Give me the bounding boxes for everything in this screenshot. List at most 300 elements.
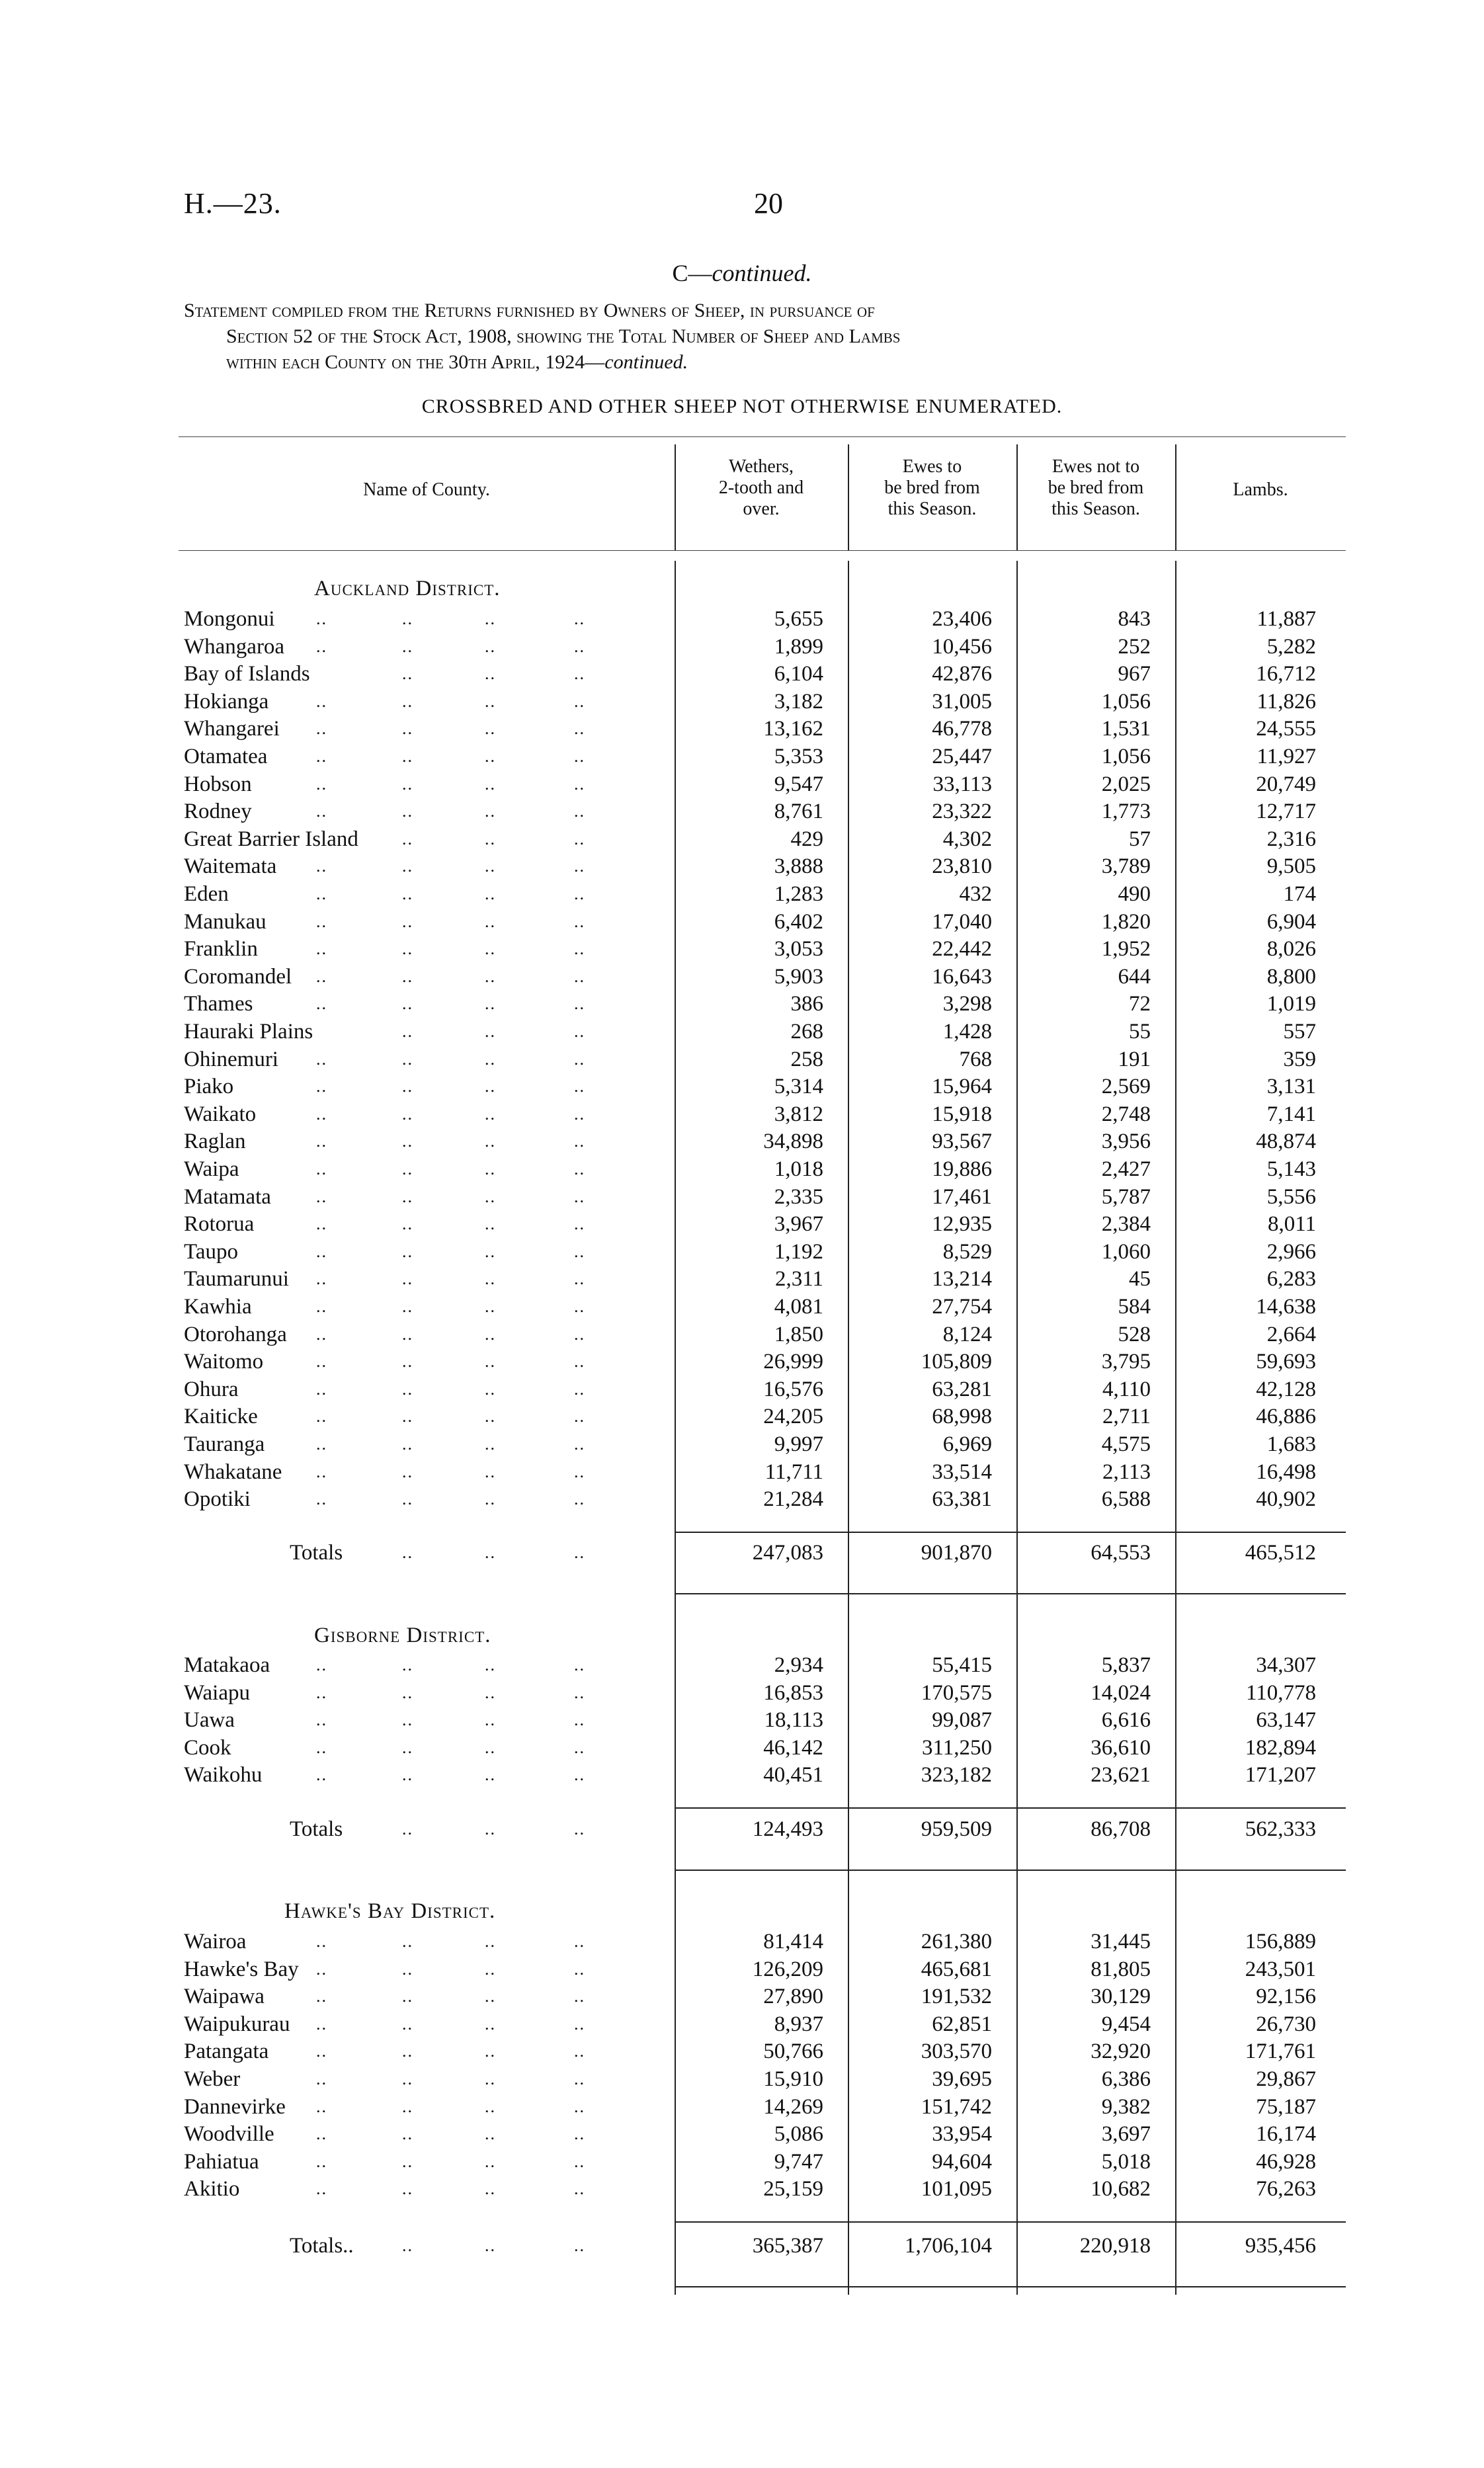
- column-header-line: this Season.: [1051, 499, 1140, 519]
- leader-dots: ..: [574, 1379, 585, 1399]
- leader-dots: ..: [316, 1049, 327, 1069]
- leader-dots: ..: [574, 829, 585, 848]
- leader-dots: ..: [485, 1932, 496, 1951]
- county-name: Coromandel: [184, 964, 292, 989]
- cell-ewes_bred: 39,695: [932, 2067, 992, 2091]
- cell-lambs: 1,683: [1266, 1432, 1316, 1456]
- cell-ewes_bred: 4,302: [942, 827, 992, 851]
- header-bottom-rule: [179, 550, 1346, 551]
- table-row: [184, 1983, 1348, 2010]
- cell-ewes_bred: 62,851: [932, 2012, 992, 2036]
- cell-wethers: 6,104: [774, 662, 823, 686]
- cell-ewes_not_bred: 967: [1118, 662, 1151, 686]
- cell-wethers: 1,899: [774, 634, 823, 659]
- county-name: Wairoa: [184, 1930, 247, 1954]
- county-name: Otamatea: [184, 745, 268, 768]
- cell-lambs: 3,131: [1266, 1075, 1316, 1099]
- table-row: [184, 2093, 1348, 2121]
- cell-wethers: 9,747: [774, 2149, 823, 2174]
- leader-dots: ..: [485, 2041, 496, 2061]
- county-name: Mongonui: [184, 607, 275, 631]
- district-heading: Auckland District.: [314, 577, 501, 600]
- leader-dots: ..: [316, 1655, 327, 1674]
- leader-dots: ..: [402, 2041, 413, 2061]
- cell-ewes_bred: 25,447: [932, 745, 992, 768]
- cell-wethers: 365,387: [752, 2234, 823, 2258]
- leader-dots: ..: [402, 1077, 413, 1096]
- cell-ewes_bred: 17,040: [932, 909, 992, 934]
- leader-dots: ..: [485, 1543, 496, 1562]
- cell-wethers: 5,314: [774, 1075, 823, 1099]
- cell-wethers: 26,999: [763, 1350, 823, 1374]
- table-row: [184, 1210, 1348, 1238]
- leader-dots: ..: [316, 1434, 327, 1454]
- table-row: [184, 1679, 1348, 1707]
- cell-wethers: 1,192: [774, 1239, 823, 1264]
- cell-ewes_bred: 93,567: [932, 1130, 992, 1154]
- cell-lambs: 59,693: [1256, 1350, 1316, 1374]
- cell-ewes_not_bred: 86,708: [1091, 1817, 1151, 1841]
- leader-dots: ..: [402, 1434, 413, 1454]
- cell-lambs: 7,141: [1266, 1102, 1316, 1126]
- county-name: Patangata: [184, 2039, 269, 2064]
- cell-ewes_bred: 12,935: [932, 1212, 992, 1237]
- cell-lambs: 42,128: [1256, 1377, 1316, 1401]
- leader-dots: ..: [574, 1297, 585, 1316]
- leader-dots: ..: [485, 1352, 496, 1372]
- leader-dots: ..: [402, 1655, 413, 1674]
- cell-lambs: 63,147: [1256, 1708, 1316, 1733]
- leader-dots: ..: [402, 1959, 413, 1979]
- leader-dots: ..: [316, 2041, 327, 2061]
- leader-dots: ..: [402, 2096, 413, 2116]
- leader-dots: ..: [485, 1131, 496, 1151]
- section-letter: C—: [672, 260, 712, 286]
- cell-lambs: 9,505: [1266, 854, 1316, 879]
- leader-dots: ..: [402, 994, 413, 1014]
- leader-dots: ..: [574, 1434, 585, 1454]
- county-name: Tauranga: [184, 1432, 265, 1456]
- cell-ewes_bred: 63,281: [932, 1377, 992, 1401]
- cell-ewes_not_bred: 2,569: [1101, 1075, 1151, 1099]
- leader-dots: ..: [402, 719, 413, 739]
- column-header-line: be bred from: [884, 477, 980, 498]
- county-name: Cook: [184, 1735, 231, 1760]
- cell-ewes_not_bred: 2,113: [1102, 1460, 1151, 1484]
- leader-dots: ..: [316, 994, 327, 1014]
- table-row: [184, 935, 1348, 963]
- cell-lambs: 935,456: [1245, 2234, 1316, 2258]
- district-heading: Gisborne District.: [314, 1624, 491, 1647]
- leader-dots: ..: [485, 1159, 496, 1178]
- column-header-wethers: [675, 456, 848, 520]
- table-row: [184, 1238, 1348, 1266]
- leader-dots: ..: [316, 1214, 327, 1234]
- cell-lambs: 11,826: [1257, 689, 1316, 714]
- table-row: [184, 1155, 1348, 1183]
- cell-wethers: 18,113: [764, 1708, 823, 1733]
- cell-ewes_not_bred: 1,056: [1101, 745, 1151, 768]
- cell-wethers: 3,182: [774, 689, 823, 714]
- leader-dots: ..: [574, 1682, 585, 1702]
- leader-dots: ..: [402, 1241, 413, 1261]
- leader-dots: ..: [485, 2236, 496, 2255]
- leader-dots: ..: [402, 1297, 413, 1316]
- page-number: 20: [754, 187, 783, 220]
- leader-dots: ..: [402, 1710, 413, 1730]
- leader-dots: ..: [485, 2179, 496, 2199]
- county-name: Taumarunui: [184, 1267, 289, 1292]
- table-row: [184, 1100, 1348, 1128]
- cell-lambs: 156,889: [1245, 1930, 1316, 1954]
- table-row: [184, 1485, 1348, 1513]
- leader-dots: ..: [316, 1489, 327, 1509]
- cell-ewes_not_bred: 191: [1118, 1047, 1151, 1071]
- district-heading: Hawke's Bay District.: [284, 1899, 496, 1923]
- county-name: Akitio: [184, 2177, 240, 2201]
- leader-dots: ..: [402, 1159, 413, 1178]
- cell-lambs: 92,156: [1256, 1985, 1316, 2009]
- leader-dots: ..: [316, 1710, 327, 1730]
- leader-dots: ..: [485, 1737, 496, 1757]
- column-header-ewes_bred: [848, 456, 1016, 520]
- cell-ewes_bred: 8,529: [942, 1239, 992, 1264]
- cell-ewes_bred: 23,810: [932, 854, 992, 879]
- cell-ewes_bred: 303,570: [921, 2039, 992, 2064]
- cell-ewes_bred: 323,182: [921, 1763, 992, 1788]
- leader-dots: ..: [485, 2124, 496, 2144]
- table-row: [184, 1046, 1348, 1073]
- cell-ewes_bred: 31,005: [932, 689, 992, 714]
- leader-dots: ..: [402, 1022, 413, 1041]
- leader-dots: ..: [316, 1682, 327, 1702]
- leader-dots: ..: [574, 856, 585, 876]
- cell-lambs: 14,638: [1256, 1295, 1316, 1319]
- table-row: [184, 1183, 1348, 1211]
- leader-dots: ..: [574, 1214, 585, 1234]
- leader-dots: ..: [485, 774, 496, 794]
- cell-ewes_not_bred: 2,427: [1101, 1157, 1151, 1181]
- cell-wethers: 5,655: [774, 607, 823, 631]
- leader-dots: ..: [402, 884, 413, 903]
- cell-ewes_bred: 1,428: [942, 1020, 992, 1044]
- cell-ewes_bred: 10,456: [932, 634, 992, 659]
- cell-wethers: 34,898: [763, 1130, 823, 1154]
- cell-wethers: 2,934: [774, 1653, 823, 1677]
- totals-top-rule: [675, 1807, 1346, 1809]
- county-name: Eden: [184, 882, 229, 906]
- cell-ewes_bred: 63,381: [932, 1487, 992, 1512]
- cell-ewes_bred: 33,954: [932, 2122, 992, 2147]
- table-row: [184, 715, 1348, 743]
- leader-dots: ..: [316, 1077, 327, 1096]
- leader-dots: ..: [485, 994, 496, 1014]
- cell-ewes_not_bred: 3,697: [1101, 2122, 1151, 2147]
- leader-dots: ..: [574, 1159, 585, 1178]
- table-row: [184, 1348, 1348, 1376]
- cell-ewes_bred: 261,380: [921, 1930, 992, 1954]
- cell-wethers: 1,283: [774, 882, 823, 906]
- cell-wethers: 268: [790, 1020, 823, 1044]
- leader-dots: ..: [402, 691, 413, 711]
- county-name: Waipa: [184, 1157, 239, 1181]
- statement-line-2: Section 52 of the Stock Act, 1908, showing the Total Number of Sheep and Lambs: [226, 325, 901, 347]
- leader-dots: ..: [316, 2014, 327, 2034]
- leader-dots: ..: [485, 1710, 496, 1730]
- leader-dots: ..: [574, 664, 585, 684]
- cell-lambs: 359: [1283, 1047, 1316, 1071]
- cell-lambs: 8,800: [1266, 964, 1316, 989]
- leader-dots: ..: [574, 774, 585, 794]
- cell-lambs: 8,011: [1267, 1212, 1316, 1237]
- cell-ewes_bred: 19,886: [932, 1157, 992, 1181]
- leader-dots: ..: [574, 966, 585, 986]
- column-header-line: Ewes not to: [1051, 456, 1140, 477]
- leader-dots: ..: [316, 1131, 327, 1151]
- cell-ewes_bred: 27,754: [932, 1295, 992, 1319]
- leader-dots: ..: [485, 2096, 496, 2116]
- leader-dots: ..: [574, 2151, 585, 2171]
- cell-ewes_not_bred: 528: [1118, 1322, 1151, 1346]
- table-row: [184, 963, 1348, 991]
- leader-dots: ..: [574, 1655, 585, 1674]
- column-header-lambs: Lambs.: [1233, 479, 1288, 500]
- leader-dots: ..: [316, 1297, 327, 1316]
- cell-ewes_not_bred: 6,386: [1101, 2067, 1151, 2091]
- leader-dots: ..: [574, 2124, 585, 2144]
- cell-lambs: 5,556: [1266, 1184, 1316, 1209]
- cell-ewes_bred: 311,250: [921, 1735, 992, 1760]
- leader-dots: ..: [402, 1819, 413, 1838]
- cell-lambs: 12,717: [1256, 800, 1316, 824]
- leader-dots: ..: [485, 1407, 496, 1426]
- report-code: H.—23.: [184, 187, 282, 220]
- leader-dots: ..: [485, 664, 496, 684]
- cell-ewes_not_bred: 843: [1118, 607, 1151, 631]
- leader-dots: ..: [574, 1489, 585, 1509]
- table-row: [184, 1128, 1348, 1155]
- leader-dots: ..: [402, 1131, 413, 1151]
- cell-ewes_not_bred: 14,024: [1091, 1680, 1151, 1705]
- cell-ewes_not_bred: 584: [1118, 1295, 1151, 1319]
- county-name: Great Barrier Island: [184, 827, 358, 851]
- leader-dots: ..: [316, 802, 327, 821]
- cell-lambs: 243,501: [1245, 1957, 1316, 1981]
- cell-wethers: 81,414: [763, 1930, 823, 1954]
- cell-ewes_not_bred: 1,060: [1101, 1239, 1151, 1264]
- leader-dots: ..: [485, 1022, 496, 1041]
- leader-dots: ..: [402, 1269, 413, 1289]
- leader-dots: ..: [485, 747, 496, 766]
- leader-dots: ..: [485, 884, 496, 903]
- cell-ewes_bred: 99,087: [932, 1708, 992, 1733]
- leader-dots: ..: [316, 2096, 327, 2116]
- cell-wethers: 258: [790, 1047, 823, 1071]
- leader-dots: ..: [316, 691, 327, 711]
- column-header-line: this Season.: [887, 499, 977, 519]
- section-continued: continued.: [712, 260, 812, 286]
- leader-dots: ..: [316, 1737, 327, 1757]
- leader-dots: ..: [316, 966, 327, 986]
- cell-lambs: 40,902: [1256, 1487, 1316, 1512]
- county-name: Hauraki Plains: [184, 1020, 313, 1044]
- leader-dots: ..: [316, 1269, 327, 1289]
- cell-lambs: 29,867: [1256, 2067, 1316, 2091]
- cell-lambs: 26,730: [1256, 2012, 1316, 2036]
- leader-dots: ..: [402, 1461, 413, 1481]
- table-row: [184, 1955, 1348, 1983]
- leader-dots: ..: [574, 1461, 585, 1481]
- leader-dots: ..: [402, 747, 413, 766]
- table-row: [184, 1458, 1348, 1486]
- totals-top-rule: [675, 2221, 1346, 2223]
- cell-ewes_not_bred: 6,616: [1101, 1708, 1151, 1733]
- cell-ewes_not_bred: 5,018: [1101, 2149, 1151, 2174]
- leader-dots: ..: [485, 1655, 496, 1674]
- leader-dots: ..: [485, 1987, 496, 2006]
- table-row: [184, 688, 1348, 716]
- cell-ewes_bred: 105,809: [921, 1350, 992, 1374]
- leader-dots: ..: [574, 1819, 585, 1838]
- county-name: Waitomo: [184, 1350, 264, 1374]
- leader-dots: ..: [485, 802, 496, 821]
- leader-dots: ..: [402, 1407, 413, 1426]
- leader-dots: ..: [316, 636, 327, 656]
- cell-ewes_bred: 68,998: [932, 1405, 992, 1429]
- column-header-line: 2-tooth and: [718, 477, 804, 498]
- leader-dots: ..: [402, 1987, 413, 2006]
- county-name: Matamata: [184, 1184, 271, 1209]
- cell-wethers: 126,209: [752, 1957, 823, 1981]
- leader-dots: ..: [485, 856, 496, 876]
- cell-wethers: 3,812: [774, 1102, 823, 1126]
- cell-ewes_bred: 170,575: [921, 1680, 992, 1705]
- cell-ewes_not_bred: 2,711: [1102, 1405, 1151, 1429]
- leader-dots: ..: [574, 939, 585, 959]
- leader-dots: ..: [574, 691, 585, 711]
- cell-ewes_bred: 55,415: [932, 1653, 992, 1677]
- table-row: [184, 660, 1348, 688]
- cell-ewes_not_bred: 2,025: [1101, 772, 1151, 796]
- leader-dots: ..: [402, 609, 413, 628]
- table-row: [184, 2175, 1348, 2203]
- leader-dots: ..: [574, 747, 585, 766]
- leader-dots: ..: [485, 1214, 496, 1234]
- table-row: [184, 605, 1348, 633]
- cell-lambs: 2,664: [1266, 1322, 1316, 1346]
- leader-dots: ..: [485, 966, 496, 986]
- leader-dots: ..: [402, 829, 413, 848]
- leader-dots: ..: [574, 1324, 585, 1344]
- leader-dots: ..: [316, 2179, 327, 2199]
- leader-dots: ..: [485, 1104, 496, 1124]
- county-name: Waikato: [184, 1102, 257, 1126]
- leader-dots: ..: [485, 1682, 496, 1702]
- leader-dots: ..: [402, 802, 413, 821]
- county-name: Ohinemuri: [184, 1047, 278, 1071]
- cell-wethers: 25,159: [763, 2177, 823, 2201]
- leader-dots: ..: [485, 2069, 496, 2088]
- leader-dots: ..: [574, 1737, 585, 1757]
- cell-ewes_not_bred: 6,588: [1101, 1487, 1151, 1512]
- column-divider: [1175, 561, 1176, 2295]
- cell-ewes_not_bred: 2,748: [1101, 1102, 1151, 1126]
- cell-wethers: 9,997: [774, 1432, 823, 1456]
- county-name: Taupo: [184, 1239, 239, 1264]
- leader-dots: ..: [316, 1324, 327, 1344]
- cell-wethers: 1,018: [774, 1157, 823, 1181]
- leader-dots: ..: [485, 1324, 496, 1344]
- leader-dots: ..: [402, 664, 413, 684]
- leader-dots: ..: [316, 1352, 327, 1372]
- totals-bottom-rule: [675, 2286, 1346, 2287]
- leader-dots: ..: [574, 1186, 585, 1206]
- cell-wethers: 5,086: [774, 2122, 823, 2147]
- cell-wethers: 24,205: [763, 1405, 823, 1429]
- leader-dots: ..: [402, 2124, 413, 2144]
- table-row: [184, 770, 1348, 798]
- totals-label: Totals..: [290, 2234, 354, 2258]
- cell-wethers: 21,284: [763, 1487, 823, 1512]
- cell-ewes_bred: 16,643: [932, 964, 992, 989]
- leader-dots: ..: [485, 829, 496, 848]
- cell-wethers: 6,402: [774, 909, 823, 934]
- leader-dots: ..: [485, 1489, 496, 1509]
- cell-lambs: 34,307: [1256, 1653, 1316, 1677]
- leader-dots: ..: [316, 911, 327, 931]
- cell-ewes_bred: 33,514: [932, 1460, 992, 1484]
- cell-ewes_not_bred: 9,382: [1101, 2094, 1151, 2119]
- table-row: [184, 908, 1348, 936]
- cell-lambs: 76,263: [1256, 2177, 1316, 2201]
- table-row: [184, 1018, 1348, 1046]
- leader-dots: ..: [485, 1819, 496, 1838]
- cell-ewes_not_bred: 9,454: [1101, 2012, 1151, 2036]
- leader-dots: ..: [316, 939, 327, 959]
- leader-dots: ..: [402, 1214, 413, 1234]
- leader-dots: ..: [485, 609, 496, 628]
- table-row: [184, 633, 1348, 661]
- leader-dots: ..: [316, 1987, 327, 2006]
- table-row: [184, 852, 1348, 880]
- leader-dots: ..: [402, 2069, 413, 2088]
- cell-lambs: 46,886: [1256, 1405, 1316, 1429]
- county-name: Kaiticke: [184, 1405, 258, 1429]
- table-row: [184, 1651, 1348, 1679]
- leader-dots: ..: [402, 1324, 413, 1344]
- cell-lambs: 16,712: [1256, 662, 1316, 686]
- cell-ewes_bred: 22,442: [932, 937, 992, 962]
- leader-dots: ..: [316, 1159, 327, 1178]
- cell-lambs: 11,927: [1257, 745, 1316, 768]
- cell-ewes_not_bred: 2,384: [1101, 1212, 1151, 1237]
- cell-ewes_bred: 42,876: [932, 662, 992, 686]
- cell-ewes_not_bred: 64,553: [1091, 1541, 1151, 1565]
- cell-ewes_bred: 17,461: [932, 1184, 992, 1209]
- leader-dots: ..: [402, 1379, 413, 1399]
- table-row: [184, 2065, 1348, 2093]
- totals-bottom-rule: [675, 1870, 1346, 1871]
- cell-wethers: 1,850: [774, 1322, 823, 1346]
- table-row: [184, 1734, 1348, 1762]
- cell-wethers: 50,766: [763, 2039, 823, 2064]
- leader-dots: ..: [402, 2236, 413, 2255]
- cell-wethers: 16,853: [763, 1680, 823, 1705]
- leader-dots: ..: [316, 2069, 327, 2088]
- cell-wethers: 429: [790, 827, 823, 851]
- leader-dots: ..: [402, 1049, 413, 1069]
- cell-ewes_bred: 432: [959, 882, 992, 906]
